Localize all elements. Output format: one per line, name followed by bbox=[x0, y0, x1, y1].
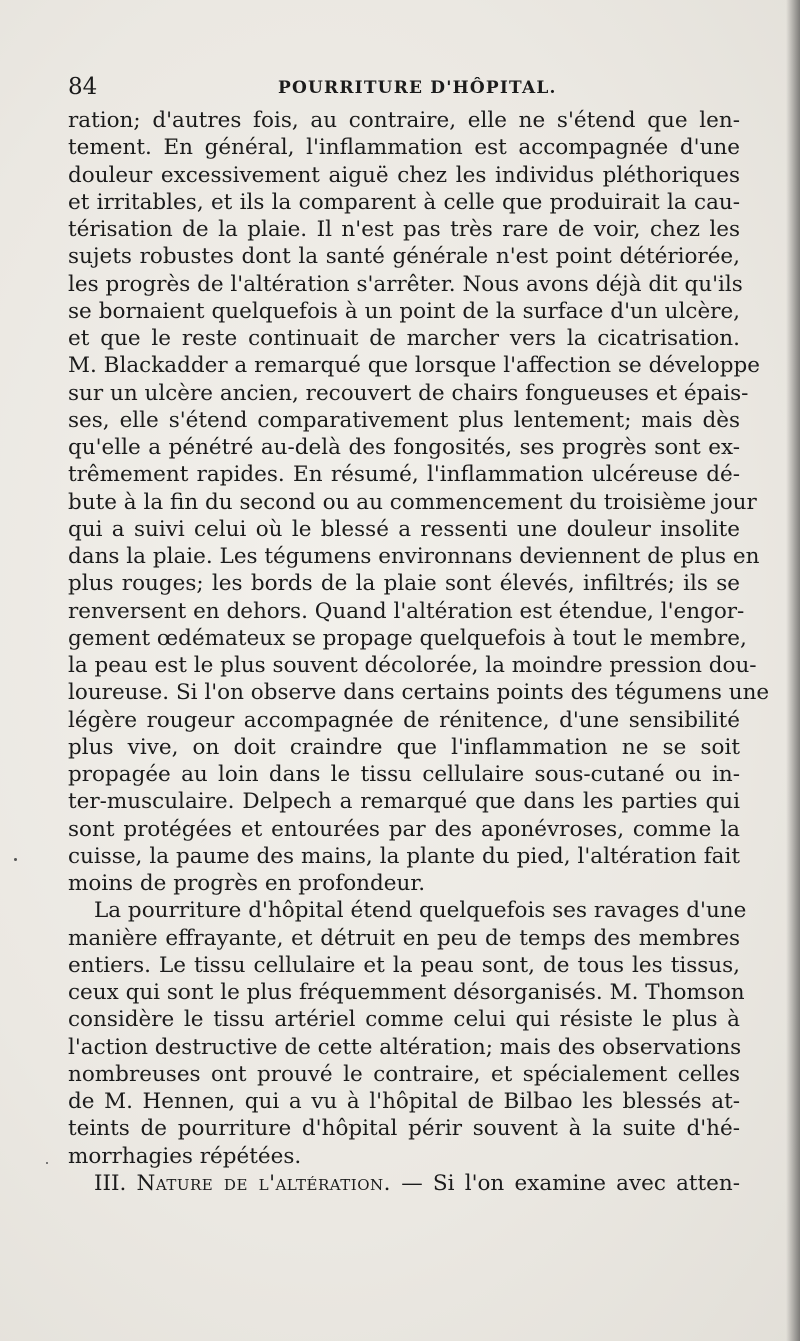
text-line: ceux qui sont le plus fréquemment désorganisés. M. Thomson bbox=[68, 980, 745, 1005]
text-line: ration; d'autres fois, au contraire, elle ne s'étend que len- bbox=[68, 108, 740, 133]
text-line: térisation de la plaie. Il n'est pas très rare de voir, chez les bbox=[68, 217, 740, 242]
text-line: tement. En général, l'inflammation est accompagnée d'une bbox=[68, 135, 740, 161]
section-text: Si l'on examine avec atten- bbox=[432, 1170, 741, 1196]
text-line: bute à la fin du second ou au commencement du troisième jour bbox=[68, 489, 757, 515]
page-edge-shadow bbox=[786, 0, 800, 1341]
text-line: dans la plaie. Les tégumens environnans deviennent de plus en bbox=[68, 544, 760, 569]
text-line: douleur excessivement aiguë chez les individus pléthoriques bbox=[68, 162, 740, 188]
text-line: se bornaient quelquefois à un point de la surface d'un ulcère, bbox=[68, 298, 740, 324]
paper-speck bbox=[14, 858, 17, 861]
text-line: plus rouges; les bords de la plaie sont élevés, infiltrés; ils se bbox=[68, 571, 740, 597]
text-line: loureuse. Si l'on observe dans certains points des tégumens une bbox=[68, 680, 770, 706]
text-line: ter-musculaire. Delpech a remarqué que dans les parties qui bbox=[68, 789, 740, 815]
paragraph-first-line: La pourriture d'hôpital étend quelquefois ses ravages d'une bbox=[94, 898, 747, 924]
text-line: M. Blackadder a remarqué que lorsque l'affection se développe bbox=[68, 353, 760, 379]
text-line: et que le reste continuait de marcher vers la cicatrisation. bbox=[68, 326, 740, 351]
body-text bbox=[68, 107, 770, 1197]
running-title: POURRITURE D'HÔPITAL. bbox=[278, 78, 557, 98]
text-line: nombreuses ont prouvé le contraire, et spécialement celles bbox=[68, 1061, 740, 1087]
text-line: la peau est le plus souvent décolorée, la moindre pression dou- bbox=[68, 653, 757, 678]
text-line: et irritables, et ils la comparent à celle que produirait la cau- bbox=[68, 189, 740, 215]
text-line: teints de pourriture d'hôpital périr souvent à la suite d'hé- bbox=[68, 1116, 740, 1142]
text-line: plus vive, on doit craindre que l'inflammation ne se soit bbox=[68, 734, 740, 760]
text-line: qu'elle a pénétré au-delà des fongosités, ses progrès sont ex- bbox=[68, 435, 740, 460]
page-number: 84 bbox=[68, 74, 98, 100]
text-line: de M. Hennen, qui a vu à l'hôpital de Bilbao les blessés at- bbox=[68, 1089, 740, 1114]
section-heading: Nature de l'altération. bbox=[136, 1170, 391, 1196]
text-line: gement œdémateux se propage quelquefois à tout le membre, bbox=[68, 625, 747, 651]
text-line: ses, elle s'étend comparativement plus lentement; mais dès bbox=[68, 407, 740, 433]
paper-speck bbox=[46, 1162, 48, 1164]
text-line: renversent en dehors. Quand l'altération est étendue, l'engor- bbox=[68, 598, 745, 624]
text-line: entiers. Le tissu cellulaire et la peau sont, de tous les tissus, bbox=[68, 952, 740, 978]
page-header bbox=[68, 72, 740, 102]
text-line: sujets robustes dont la santé générale n'est point détériorée, bbox=[68, 244, 740, 270]
text-line: morrhagies répétées. bbox=[68, 1143, 302, 1169]
text-line: sont protégées et entourées par des aponévroses, comme la bbox=[68, 816, 740, 842]
section-dash: — bbox=[401, 1170, 423, 1196]
text-line: l'action destructive de cette altération; mais des observations bbox=[68, 1034, 742, 1060]
text-line: cuisse, la paume des mains, la plante du pied, l'altération fait bbox=[68, 843, 740, 869]
text-line: sur un ulcère ancien, recouvert de chairs fongueuses et épais- bbox=[68, 380, 749, 406]
section-number: III. bbox=[94, 1170, 127, 1196]
section-heading-line bbox=[68, 1170, 740, 1197]
text-line: manière effrayante, et détruit en peu de temps des membres bbox=[68, 925, 740, 951]
text-line: propagée au loin dans le tissu cellulaire sous-cutané ou in- bbox=[68, 762, 740, 787]
text-line: les progrès de l'altération s'arrêter. Nous avons déjà dit qu'ils bbox=[68, 271, 743, 297]
text-line: considère le tissu artériel comme celui qui résiste le plus à bbox=[68, 1007, 740, 1033]
text-line: trêmement rapides. En résumé, l'inflammation ulcéreuse dé- bbox=[68, 462, 740, 488]
text-line: moins de progrès en profondeur. bbox=[68, 871, 426, 896]
text-line: qui a suivi celui où le blessé a ressenti une douleur insolite bbox=[68, 516, 740, 542]
text-line: légère rougeur accompagnée de rénitence, d'une sensibilité bbox=[68, 707, 740, 733]
